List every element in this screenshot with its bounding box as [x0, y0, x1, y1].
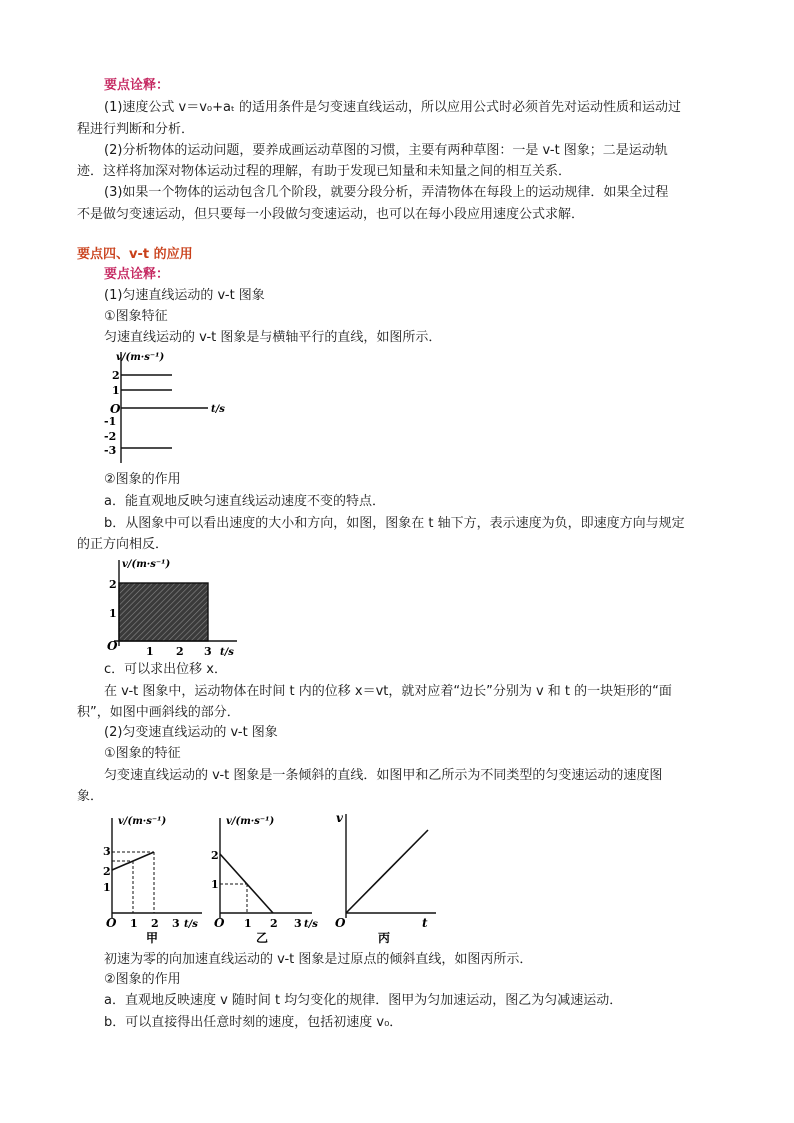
- s2-a2-b: b．从图象中可以看出速度的大小和方向，如图，图象在 t 轴下方，表示速度为负，即速度方向与规定: [104, 516, 685, 531]
- s2-b2-a: a．直观地反映速度 v 随时间 t 均匀变化的规律．图甲为匀加速运动，图乙为匀减速运动．: [104, 993, 623, 1008]
- fig2-tick-y1: 1: [109, 607, 117, 620]
- fig2-tick-y2: 2: [109, 578, 117, 591]
- fig2-tick-x2: 2: [176, 645, 184, 658]
- jia-tick-x3: 3: [172, 917, 180, 930]
- jia-tick-y1: 1: [103, 881, 111, 894]
- fig1-tick-1: 1: [112, 384, 120, 397]
- s2-a2-c: c．可以求出位移 x．: [104, 662, 227, 677]
- fig2-origin: O: [107, 639, 118, 653]
- fig2-tick-x3: 3: [204, 645, 212, 658]
- s2-a2-a: a．能直观地反映匀速直线运动速度不变的特点．: [104, 494, 385, 509]
- s2-a2-b2: 的正方向相反．: [77, 537, 169, 552]
- jia-tick-x2: 2: [151, 917, 159, 930]
- figure-yi: [208, 808, 323, 946]
- jia-origin: O: [106, 916, 117, 930]
- s2-a2-c2: 在 v-t 图象中，运动物体在时间 t 内的位移 x＝vt，就对应着“边长”分别为 v 和 t 的一块矩形的“面: [104, 684, 672, 699]
- s2-b1-text: 匀变速直线运动的 v-t 图象是一条倾斜的直线．如图甲和乙所示为不同类型的匀变速运动的速度图: [104, 768, 663, 783]
- fig1-xlabel: t/s: [211, 404, 225, 415]
- yi-tick-x2: 2: [270, 917, 278, 930]
- s2-b1-text2: 象．: [77, 789, 104, 804]
- fig2-xlabel: t/s: [220, 647, 234, 658]
- figure-bing: [332, 808, 442, 946]
- jia-caption: 甲: [146, 931, 159, 945]
- jia-tick-y3: 3: [103, 845, 111, 858]
- jia-ylabel: v/(m·s⁻¹): [118, 816, 167, 827]
- yi-caption: 乙: [256, 931, 269, 945]
- s1-p3: (3)如果一个物体的运动包含几个阶段，就要分段分析，弄清物体在每段上的运动规律．如果全过程: [104, 185, 669, 200]
- bing-velocity-line: [346, 830, 428, 913]
- yi-tick-y2: 2: [211, 849, 219, 862]
- yi-tick-x3: 3: [294, 917, 302, 930]
- fig2-ylabel: v/(m·s⁻¹): [122, 559, 171, 570]
- yi-origin: O: [214, 916, 225, 930]
- yi-xlabel: t/s: [304, 919, 318, 930]
- bing-origin: O: [335, 916, 346, 930]
- s1-p2: (2)分析物体的运动问题，要养成画运动草图的习惯，主要有两种草图：一是 v-t 图象；二是运动轨: [104, 143, 668, 158]
- figure-uniform-lines: [100, 346, 240, 466]
- s2-heading: 要点诠释：: [104, 267, 170, 282]
- s1-p1: (1)速度公式 v＝v₀+aₜ 的适用条件是匀变速直线运动，所以应用公式时必须首先对运动性质和运动过: [104, 100, 681, 115]
- s2-b1: ①图象的特征: [104, 746, 181, 761]
- bing-xlabel: t: [422, 916, 428, 930]
- figure-jia: [100, 808, 210, 946]
- yi-tick-x1: 1: [244, 917, 252, 930]
- s2-a1: ①图象特征: [104, 309, 168, 324]
- fig1-ylabel: v/(m·s⁻¹): [116, 352, 165, 363]
- s2-b1-text3: 初速为零的向加速直线运动的 v-t 图象是过原点的倾斜直线，如图丙所示．: [104, 952, 533, 967]
- s2-b2: ②图象的作用: [104, 972, 181, 987]
- bing-caption: 丙: [378, 931, 391, 945]
- s2-a2-c3: 积”，如图中画斜线的部分．: [77, 705, 240, 720]
- s1-p2b: 迹．这样将加深对物体运动过程的理解，有助于发现已知量和未知量之间的相互关系．: [77, 164, 572, 179]
- fig1-origin: O: [110, 402, 121, 416]
- fig1-tick-n3: -3: [104, 444, 117, 457]
- s2-b-title: (2)匀变速直线运动的 v-t 图象: [104, 725, 278, 740]
- fig2-tick-x1: 1: [146, 645, 154, 658]
- jia-tick-x1: 1: [130, 917, 138, 930]
- s1-heading: 要点诠释：: [104, 78, 170, 93]
- s1-p3b: 不是做匀变速运动，但只要每一小段做匀变速运动，也可以在每小段应用速度公式求解．: [77, 207, 585, 222]
- jia-xlabel: t/s: [184, 919, 198, 930]
- bing-ylabel: v: [336, 811, 343, 825]
- fig1-tick-n2: -2: [104, 430, 117, 443]
- jia-tick-y2: 2: [103, 865, 111, 878]
- fig1-tick-n1: -1: [104, 415, 117, 428]
- figure-area-rectangle: [100, 556, 250, 658]
- fig1-tick-2: 2: [112, 369, 120, 382]
- fig2-hatched-area: [119, 583, 208, 641]
- s2-a-title: (1)匀速直线运动的 v-t 图象: [104, 288, 265, 303]
- yi-tick-y1: 1: [211, 878, 219, 891]
- s2-title: 要点四、v-t 的应用: [77, 247, 193, 262]
- yi-ylabel: v/(m·s⁻¹): [226, 816, 275, 827]
- s2-a2: ②图象的作用: [104, 472, 181, 487]
- s2-a1-text: 匀速直线运动的 v-t 图象是与横轴平行的直线，如图所示．: [104, 330, 442, 345]
- s2-b2-b: b．可以直接得出任意时刻的速度，包括初速度 v₀．: [104, 1015, 403, 1030]
- s1-p1b: 程进行判断和分析．: [77, 122, 195, 137]
